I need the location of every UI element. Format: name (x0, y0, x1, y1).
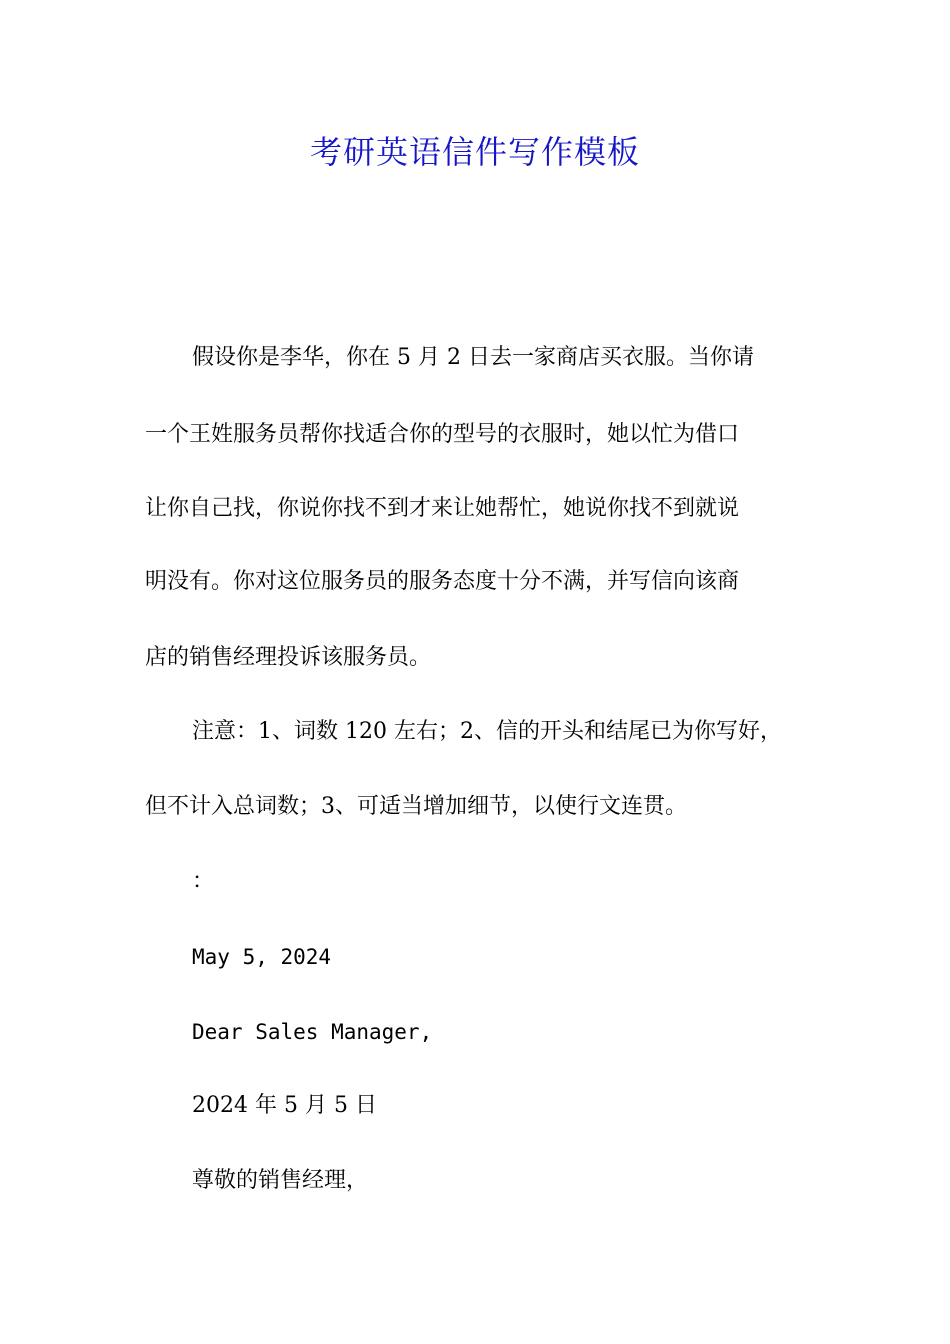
letter-salutation-chinese: 尊敬的销售经理， (192, 1168, 369, 1193)
prompt-line: 让你自己找，你说你找不到才来让她帮忙，她说你找不到就说 (145, 496, 740, 521)
prompt-line: 明没有。你对这位服务员的服务态度十分不满，并写信向该商 (145, 569, 740, 594)
letter-date-chinese: 2024 年 5 月 5 日 (192, 1093, 377, 1118)
prompt-line: 一个王姓服务员帮你找适合你的型号的衣服时，她以忙为借口 (145, 422, 740, 447)
prompt-line: 假设你是李华，你在 5 月 2 日去一家商店买衣服。当你请 (192, 345, 754, 370)
colon-mark: ： (192, 869, 215, 894)
prompt-line: 店的销售经理投诉该服务员。 (145, 645, 432, 670)
document-title: 考研英语信件写作模板 (309, 133, 640, 171)
letter-salutation-english: Dear Sales Manager, (192, 1020, 433, 1044)
letter-date-english: May 5, 2024 (192, 945, 332, 969)
note-line: 但不计入总词数；3、可适当增加细节，以使行文连贯。 (145, 794, 687, 819)
note-line: 注意：1、词数 120 左右；2、信的开头和结尾已为你写好， (192, 719, 782, 744)
